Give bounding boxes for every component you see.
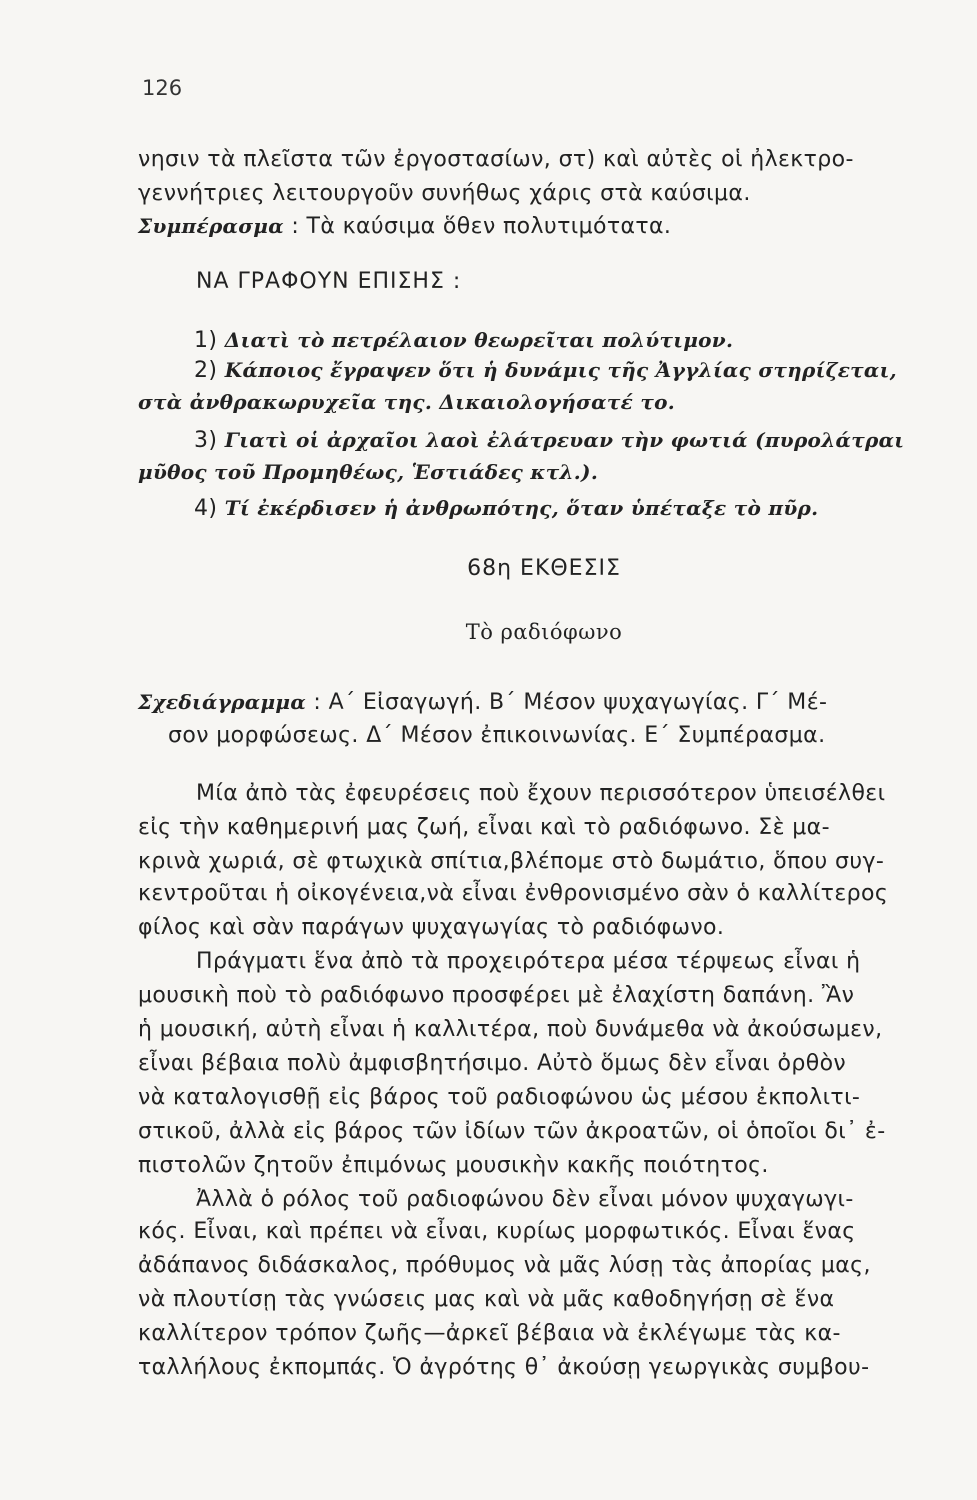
body-line: κρινὰ χωριά, σὲ φτωχικὰ σπίτια,βλέπομε στὸ δωμάτιο, ὅπου συγ- bbox=[138, 849, 885, 874]
question-4-text: Τί ἐκέρδισεν ἡ ἀνθρωπότης, ὅταν ὑπέταξε τὸ πῦρ. bbox=[224, 496, 819, 520]
question-2-text-a: Κάποιος ἔγραψεν ὅτι ἡ δυνάμις τῆς Ἀγγλίας στηρίζεται, bbox=[224, 358, 897, 382]
body-line: ταλλήλους ἐκπομπάς. Ὁ ἀγρότης θ᾽ ἀκούσῃ γεωργικὰς συμβου- bbox=[138, 1355, 870, 1380]
intro-line-1: νησιν τὰ πλεῖστα τῶν ἐργοστασίων, στ) καὶ αὐτὲς οἱ ἠλεκτρο- bbox=[138, 147, 854, 172]
body-line: πιστολῶν ζητοῦν ἐπιμόνως μουσικὴν κακῆς ποιότητος. bbox=[138, 1153, 769, 1178]
body-line: εἶναι βέβαια πολὺ ἀμφισβητήσιμο. Αὐτὸ ὅμως δὲν εἶναι ὀρθὸν bbox=[138, 1051, 847, 1076]
question-3-line-1 bbox=[194, 426, 904, 455]
question-2-number: 2) bbox=[194, 358, 225, 383]
intro-line-2: γεννήτριες λειτουργοῦν συνήθως χάρις στὰ καύσιμα. bbox=[138, 181, 751, 206]
body-line: μουσικὴ ποὺ τὸ ραδιόφωνο προσφέρει μὲ ἐλαχίστη δαπάνη. Ἂν bbox=[138, 983, 855, 1008]
body-line: κός. Εἶναι, καὶ πρέπει νὰ εἶναι, κυρίως μορφωτικός. Εἶναι ἕνας bbox=[138, 1219, 856, 1244]
question-4 bbox=[194, 494, 818, 523]
question-4-number: 4) bbox=[194, 496, 225, 521]
body-line: ἀδάπανος διδάσκαλος, πρόθυμος νὰ μᾶς λύσῃ τὰς ἀπορίας μας, bbox=[138, 1253, 871, 1278]
question-3-line-2: μῦθος τοῦ Προμηθέως, Ἑστιάδες κτλ.). bbox=[138, 460, 599, 484]
body-line: κεντροῦται ἡ οἰκογένεια,νὰ εἶναι ἐνθρονισμένο σὰν ὁ καλλίτερος bbox=[138, 881, 889, 906]
question-1-number: 1) bbox=[194, 328, 225, 353]
also-write-heading: ΝΑ ΓΡΑΦΟΥΝ ΕΠΙΣΗΣ : bbox=[196, 269, 462, 294]
conclusion-line bbox=[138, 212, 671, 241]
plan-text-1: : Α΄ Εἰσαγωγή. Β΄ Μέσον ψυχαγωγίας. Γ΄ Μέ- bbox=[306, 690, 828, 715]
body-line: εἰς τὴν καθημερινή μας ζωή, εἶναι καὶ τὸ ραδιόφωνο. Σὲ μα- bbox=[138, 815, 830, 840]
question-1 bbox=[194, 326, 733, 355]
question-2-line-1 bbox=[194, 356, 897, 385]
body-line: νὰ καταλογισθῇ εἰς βάρος τοῦ ραδιοφώνου ὡς μέσου ἐκπολιτι- bbox=[138, 1085, 861, 1110]
question-1-text: Διατὶ τὸ πετρέλαιον θεωρεῖται πολύτιμον. bbox=[224, 328, 734, 352]
essay-title: 68η ΕΚΘΕΣΙΣ bbox=[467, 556, 621, 581]
question-3-number: 3) bbox=[194, 428, 225, 453]
body-line: καλλίτερον τρόπον ζωῆς—ἀρκεῖ βέβαια νὰ ἐκλέγωμε τὰς κα- bbox=[138, 1321, 841, 1346]
essay-subtitle: Τὸ ραδιόφωνο bbox=[465, 620, 623, 644]
body-line: φίλος καὶ σὰν παράγων ψυχαγωγίας τὸ ραδιόφωνο. bbox=[138, 915, 725, 940]
conclusion-label: Συμπέρασμα bbox=[138, 214, 284, 238]
body-line: ἡ μουσική, αὐτὴ εἶναι ἡ καλλιτέρα, ποὺ δυνάμεθα νὰ ἀκούσωμεν, bbox=[138, 1017, 883, 1042]
plan-line-2: σον μορφώσεως. Δ΄ Μέσον ἐπικοινωνίας. Ε΄ Συμπέρασμα. bbox=[168, 723, 826, 748]
conclusion-text: : Τὰ καύσιμα ὅθεν πολυτιμότατα. bbox=[283, 214, 672, 239]
body-line: Πράγματι ἕνα ἀπὸ τὰ προχειρότερα μέσα τέρψεως εἶναι ἡ bbox=[196, 949, 861, 974]
plan-label: Σχεδιάγραμμα bbox=[138, 690, 307, 714]
plan-line-1 bbox=[138, 688, 827, 717]
body-line: στικοῦ, ἀλλὰ εἰς βάρος τῶν ἰδίων τῶν ἀκροατῶν, οἱ ὁποῖοι δι᾽ ἐ- bbox=[138, 1119, 886, 1144]
body-line: νὰ πλουτίσῃ τὰς γνώσεις μας καὶ νὰ μᾶς καθοδηγήσῃ σὲ ἕνα bbox=[138, 1287, 835, 1312]
body-line: Ἀλλὰ ὁ ρόλος τοῦ ραδιοφώνου δὲν εἶναι μόνον ψυχαγωγι- bbox=[196, 1187, 854, 1212]
body-line: Μία ἀπὸ τὰς ἐφευρέσεις ποὺ ἔχουν περισσότερον ὑπεισέλθει bbox=[196, 781, 886, 806]
question-2-line-2: στὰ ἀνθρακωρυχεῖα της. Δικαιολογήσατέ το. bbox=[138, 390, 675, 414]
page-number: 126 bbox=[142, 76, 183, 100]
question-3-text-a: Γιατὶ οἱ ἀρχαῖοι λαοὶ ἐλάτρευαν τὴν φωτιά (πυρολάτραι bbox=[224, 428, 905, 452]
